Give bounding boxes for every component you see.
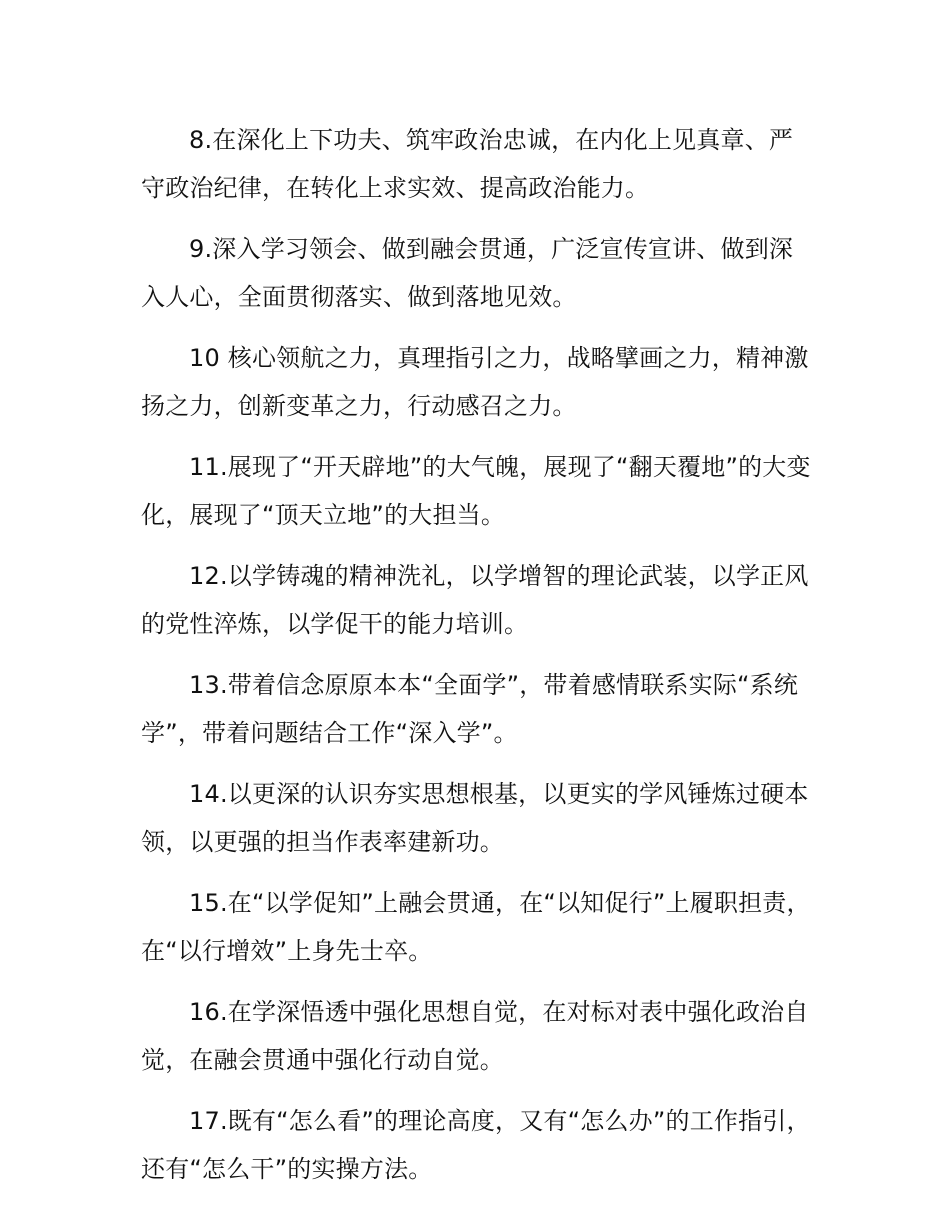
paragraph-item-12: 12.以学铸魂的精神洗礼，以学增智的理论武装，以学正风的党性淬炼，以学促干的能力培训。 — [141, 562, 809, 638]
document-body — [141, 116, 817, 1206]
paragraph-item-8: 8.在深化上下功夫、筑牢政治忠诚，在内化上见真章、严守政治纪律，在转化上求实效、提高政治能力。 — [141, 126, 794, 202]
paragraph-item-9: 9.深入学习领会、做到融会贯通，广泛宣传宣讲、做到深入人心，全面贯彻落实、做到落地见效。 — [141, 235, 794, 311]
paragraph-item-15: 15.在“以学促知”上融会贯通，在“以知促行”上履职担责，在“以行增效”上身先士卒。 — [141, 889, 811, 965]
paragraph-item-11: 11.展现了“开天辟地”的大气魄，展现了“翻天覆地”的大变化，展现了“顶天立地”的大担当。 — [141, 453, 811, 529]
paragraph-item-17: 17.既有“怎么看”的理论高度，又有“怎么办”的工作指引，还有“怎么干”的实操方法。 — [141, 1107, 811, 1183]
paragraph-item-14: 14.以更深的认识夯实思想根基，以更实的学风锤炼过硬本领，以更强的担当作表率建新功。 — [141, 780, 809, 856]
paragraph-item-10: 10 核心领航之力，真理指引之力，战略擘画之力，精神激扬之力，创新变革之力，行动感召之力。 — [141, 344, 809, 420]
paragraph-item-16: 16.在学深悟透中强化思想自觉，在对标对表中强化政治自觉，在融会贯通中强化行动自觉。 — [141, 998, 809, 1074]
paragraph-item-13: 13.带着信念原原本本“全面学”，带着感情联系实际“系统学”，带着问题结合工作“深入学”。 — [141, 671, 799, 747]
